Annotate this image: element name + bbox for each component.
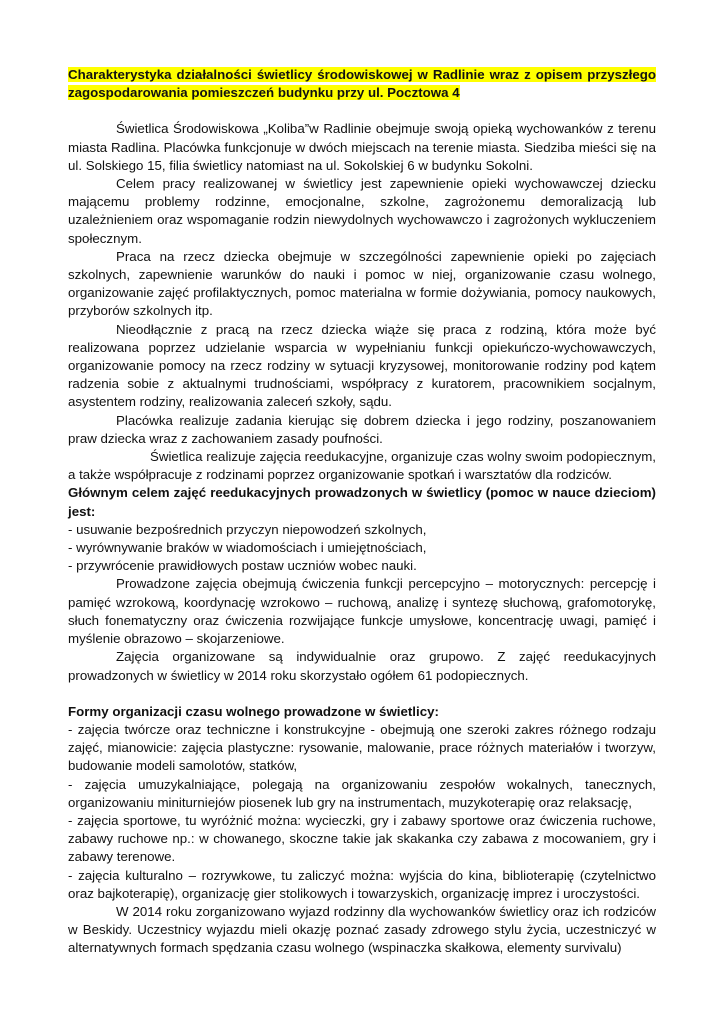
paragraph-exercises: Prowadzone zajęcia obejmują ćwiczenia funkcji percepcyjno – motorycznych: percepcję i pamięć wzrokową, koordynację wzrokowo – ruchową, analizę i syntezę słuchową, grafomotorykę, słuch fonematyczny oraz ćwiczenia rozwijające funkcje umysłowe, koncentrację uwagi, pamięć i myślenie obrazowo – skojarzeniowe.: [68, 576, 656, 647]
list-item: - przywrócenie prawidłowych postaw uczniów wobec nauki.: [68, 558, 417, 574]
goals-list: [68, 521, 656, 576]
paragraph-principles: Placówka realizuje zadania kierując się dobrem dziecka i jego rodziny, poszanowaniem praw dziecka wraz z zachowaniem zasady poufności.: [68, 412, 656, 446]
paragraph-reeducation: Świetlica realizuje zajęcia reedukacyjne, organizuje czas wolny swoim podopiecznym, a także współpracuje z rodzinami poprzez organizowanie spotkań i warsztatów dla rodziców.: [68, 449, 656, 483]
list-item: - zajęcia twórcze oraz techniczne i konstrukcyjne - obejmują one szeroki zakres różnego rodzaju zajęć, mianowicie: zajęcia plastyczne: rysowanie, malowanie, prace różnych materiałów i tworzyw, budowanie modeli samolotów, statków,: [68, 721, 656, 774]
spacer: [68, 685, 656, 703]
paragraph-trip: W 2014 roku zorganizowano wyjazd rodzinny dla wychowanków świetlicy oraz ich rodziców w Beskidy. Uczestnicy wyjazdu mieli okazję poznać zasady zdrowego stylu życia, uczestniczyć w alternatywnych formach spędzania czasu wolnego (wspinaczka skałkowa, elementy survivalu): [68, 903, 656, 956]
paragraph-family-work: Nieodłącznie z pracą na rzecz dziecka wiąże się praca z rodziną, która może być realizowana poprzez udzielanie wsparcia w wypełnianiu funkcji opiekuńczo-wychowawczych, organizowanie pomocy na rzecz rodziny w sytuacji kryzysowej, monitorowanie rodziny pod kątem radzenia sobie z aktualnymi trudnościami, współpracy z kuratorem, pracownikiem socjalnym, asystentem rodziny, realizowania zaleceń szkoły, sądu.: [68, 321, 656, 410]
title-highlight: Charakterystyka działalności świetlicy środowiskowej w Radlinie wraz z opisem przyszłego zagospodarowania pomieszczeń budynku przy ul. Pocztowa 4: [68, 67, 656, 101]
forms-list: [68, 721, 656, 903]
paragraph-participants: Zajęcia organizowane są indywidualnie oraz grupowo. Z zajęć reedukacyjnych prowadzonych w świetlicy w 2014 roku skorzystało ogółem 61 podopiecznych.: [68, 649, 656, 683]
goals-heading: Głównym celem zajęć reedukacyjnych prowadzonych w świetlicy (pomoc w nauce dzieciom) jest:: [68, 485, 656, 519]
forms-heading: Formy organizacji czasu wolnego prowadzone w świetlicy:: [68, 703, 439, 719]
list-item: - zajęcia kulturalno – rozrywkowe, tu zaliczyć można: wyjścia do kina, biblioterapię (czytelnictwo oraz bajkoterapię), organizację gier stolikowych i towarzyskich, organizację imprez i uroczystości.: [68, 867, 656, 901]
list-item: - wyrównywanie braków w wiadomościach i umiejętnościach,: [68, 540, 427, 556]
list-item: - zajęcia sportowe, tu wyróżnić można: wycieczki, gry i zabawy sportowe oraz ćwiczenia ruchowe, zabawy ruchowe np.: w chowanego, skoczne takie jak skakanka czy zabawa z mocowaniem, gry i zabawy terenowe.: [68, 812, 656, 865]
list-item: - usuwanie bezpośrednich przyczyn niepowodzeń szkolnych,: [68, 521, 427, 537]
paragraph-goal: Celem pracy realizowanej w świetlicy jest zapewnienie opieki wychowawczej dziecku mającemu problemy rodzinne, emocjonalne, szkolne, zagrożonemu demoralizacją lub uzależnieniem oraz wspomaganie rodzin niewydolnych wychowawczo i zagrożonych wykluczeniem społecznym.: [68, 176, 656, 246]
paragraph-child-work: Praca na rzecz dziecka obejmuje w szczególności zapewnienie opieki po zajęciach szkolnych, zapewnienie warunków do nauki i pomoc w niej, organizowanie czasu wolnego, organizowanie zajęć profilaktycznych, pomoc materialna w formie dożywiania, pomocy naukowych, przyborów szkolnych itp.: [68, 248, 656, 319]
paragraph-intro: Świetlica Środowiskowa „Koliba”w Radlinie obejmuje swoją opieką wychowanków z terenu miasta Radlina. Placówka funkcjonuje w dwóch miejscach na terenie miasta. Siedziba mieści się na ul. Solskiego 15, filia świetlicy natomiast na ul. Sokolskiej 6 w budynku Sokolni.: [68, 121, 656, 173]
list-item: - zajęcia umuzykalniające, polegają na organizowaniu zespołów wokalnych, tanecznych, organizowaniu miniturniejów piosenek lub gry na instrumentach, muzykoterapię oraz relaksację,: [68, 776, 656, 810]
document-title: [68, 66, 656, 102]
